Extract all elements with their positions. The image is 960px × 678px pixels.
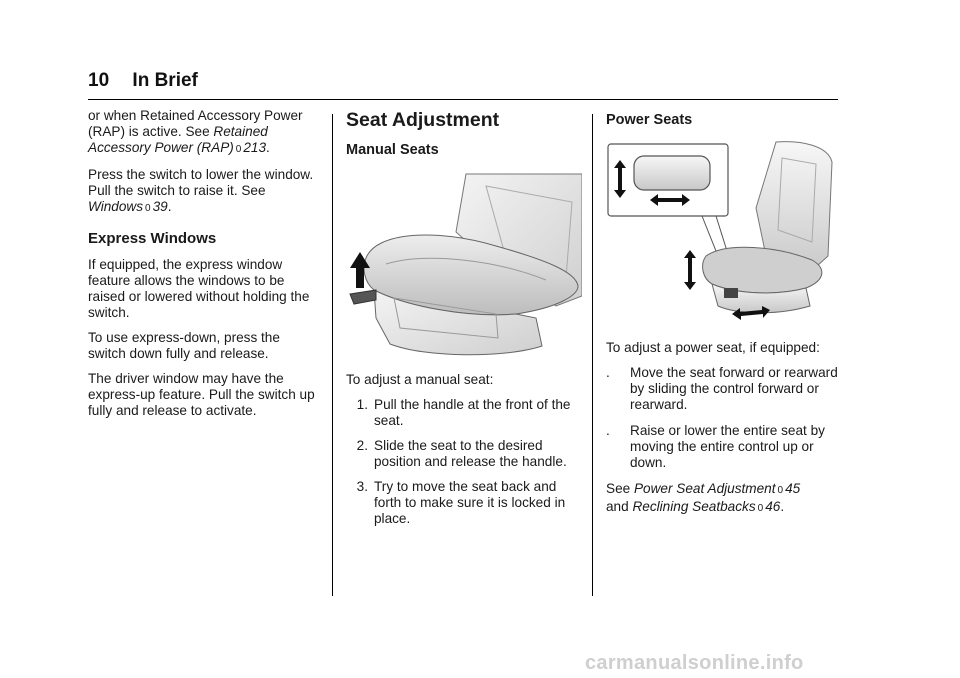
power-seat-adjustment-link[interactable]: Power Seat Adjustment [633,481,776,496]
power-seats-heading: Power Seats [606,112,693,128]
rap-paragraph: or when Retained Accessory Power (RAP) is active. See Retained Accessory Power (RAP) 0 213. [88,108,303,155]
power-seat-references: See Power Seat Adjustment 0 45 and Reclining Seatbacks 0 46. [606,481,801,514]
list-item [346,397,584,429]
rap-text: or when Retained Accessory Power (RAP) is active. See [88,108,303,139]
step-number: 2. [356,438,368,453]
power-seat-illustration [606,138,842,328]
windows-page-ref[interactable]: 39 [152,199,168,214]
list-item [346,438,584,470]
column-2 [346,108,584,536]
express-paragraph-1: If equipped, the express window feature allows the windows to be raised or lowered without holding the switch. [88,257,310,320]
rap-link[interactable]: Retained Accessory Power (RAP) [88,124,268,155]
express-paragraph-2: To use express-down, press the switch down fully and release. [88,330,280,361]
manual-seat-illustration [346,168,582,360]
rap-page-ref[interactable]: 213 [243,140,267,155]
seat-adjustment-heading: Seat Adjustment [346,109,500,131]
column-divider-2 [592,114,593,596]
list-item [606,365,842,413]
bullet-text: Raise or lower the entire seat by moving the entire control up or down. [630,423,825,470]
express-windows-heading: Express Windows [88,230,217,247]
page-ref-arrow-icon: 0 [235,144,242,155]
list-item [346,479,584,527]
manual-seat-steps [346,397,584,527]
step-text: Pull the handle at the front of the seat. [374,397,571,428]
and-text: and [606,499,633,514]
step-number: 1. [356,397,368,412]
step-number: 3. [356,479,368,494]
column-3 [606,108,842,526]
step-text: Slide the seat to the desired position and release the handle. [374,438,567,469]
bullet-text: Move the seat forward or rearward by sliding the control forward or rearward. [630,365,838,412]
bullet-icon: . [606,423,610,438]
express-paragraph-3: The driver window may have the express-up feature. Pull the switch up fully and release to activate. [88,371,315,418]
switch-text: Press the switch to lower the window. Pull the switch to raise it. See [88,167,314,198]
switch-paragraph: Press the switch to lower the window. Pull the switch to raise it. See Windows 0 39. [88,167,314,214]
reclining-page-ref[interactable]: 46 [765,499,781,514]
page-ref-arrow-icon: 0 [757,503,764,514]
header-rule [88,99,838,100]
power-seat-bullets [606,365,842,471]
page-ref-arrow-icon: 0 [777,485,784,496]
section-title: In Brief [132,70,198,91]
page-number: 10 [88,70,110,91]
column-divider-1 [332,114,333,596]
see-text: See [606,481,634,496]
reclining-seatbacks-link[interactable]: Reclining Seatbacks [632,499,756,514]
column-1 [88,108,320,428]
windows-link[interactable]: Windows [88,199,144,214]
manual-seat-intro: To adjust a manual seat: [346,372,494,387]
list-item [606,423,842,471]
page-header [88,70,198,92]
page-ref-arrow-icon: 0 [145,203,151,214]
power-seat-intro: To adjust a power seat, if equipped: [606,340,820,355]
step-text: Try to move the seat back and forth to make sure it is locked in place. [374,479,566,526]
manual-seats-heading: Manual Seats [346,142,439,158]
watermark: carmanualsonline.info [585,652,804,674]
power-seat-page-ref[interactable]: 45 [785,481,801,496]
bullet-icon: . [606,365,610,380]
